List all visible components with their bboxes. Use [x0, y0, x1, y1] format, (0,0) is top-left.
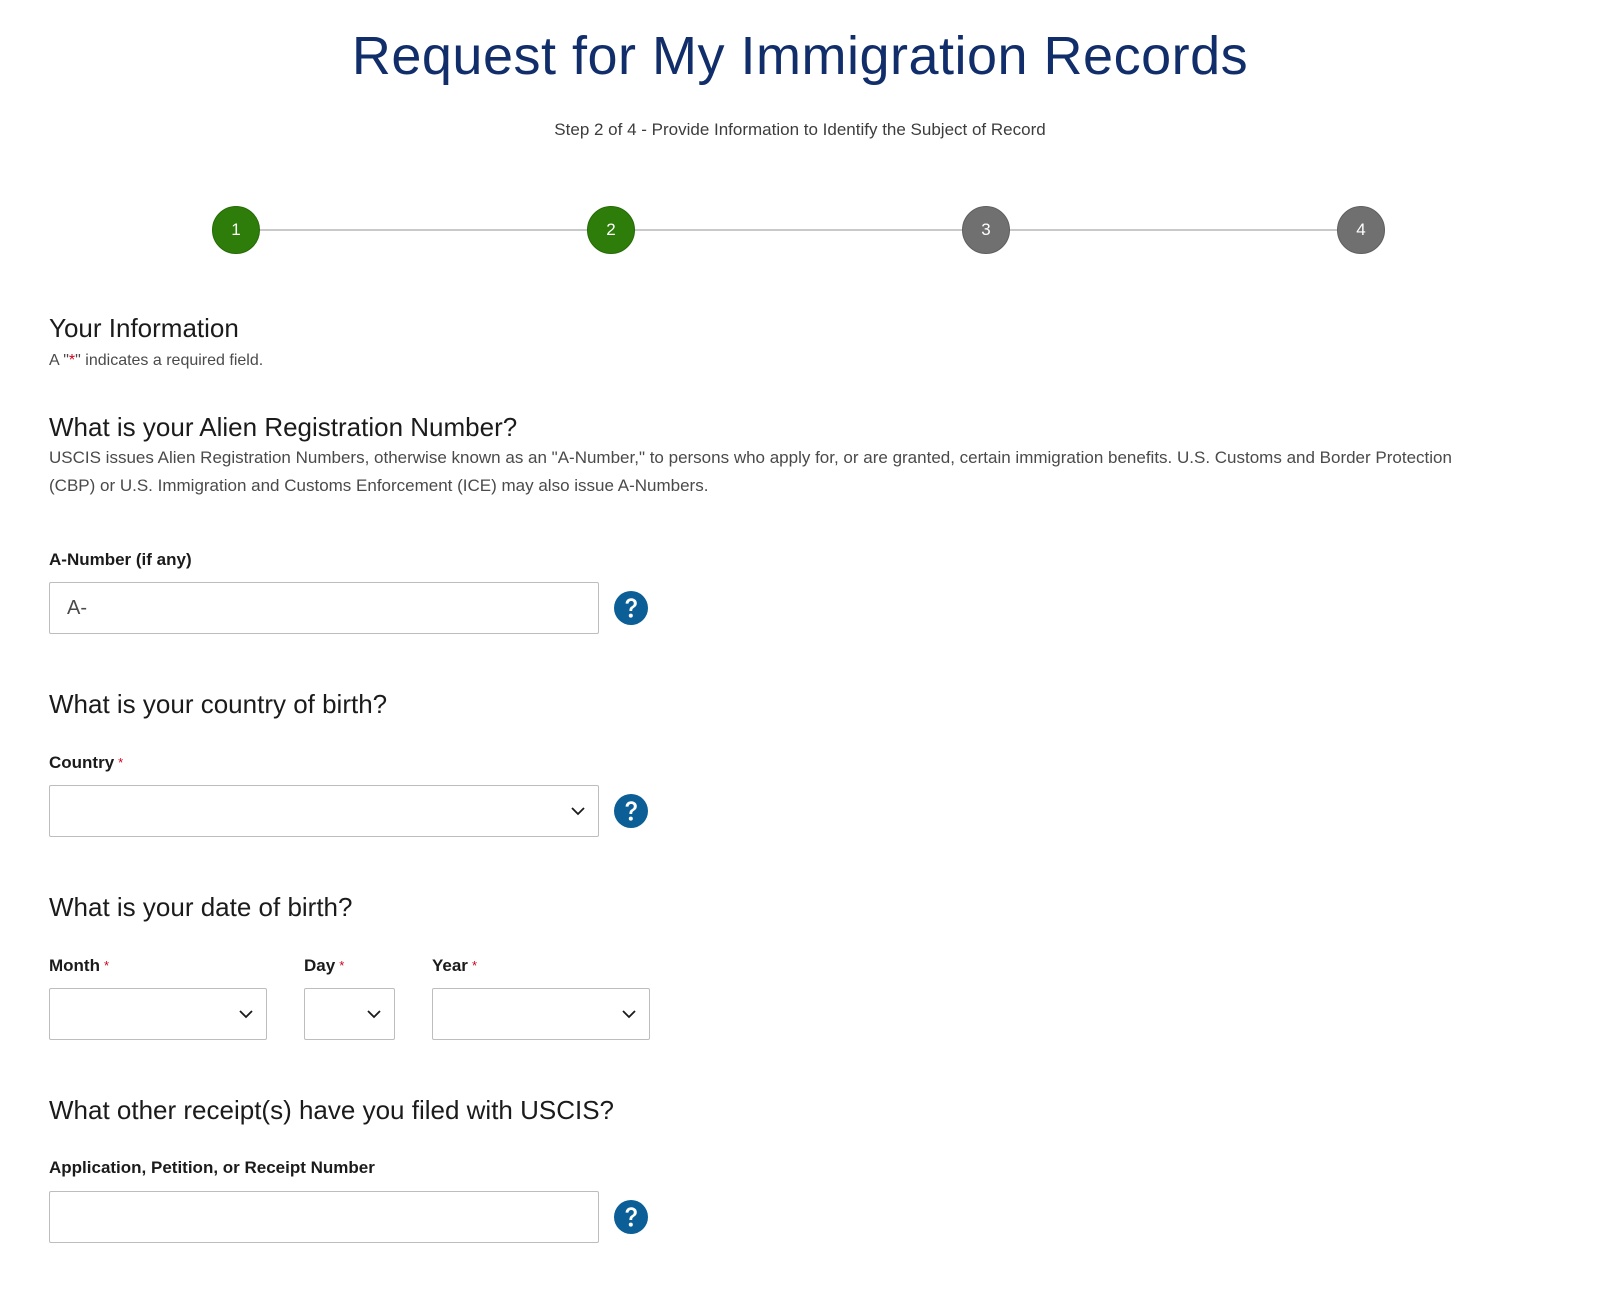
receipt-help-icon[interactable] — [613, 1199, 649, 1235]
a-number-input[interactable] — [49, 582, 599, 634]
dob-heading: What is your date of birth? — [49, 892, 353, 922]
year-select[interactable] — [432, 988, 650, 1040]
receipts-heading: What other receipt(s) have you filed with USCIS? — [49, 1095, 615, 1125]
step-1-label: 1 — [231, 220, 241, 239]
step-4-indicator — [1337, 206, 1385, 254]
receipt-number-input[interactable] — [49, 1191, 599, 1243]
a-number-description: USCIS issues Alien Registration Numbers, otherwise known as an "A-Number," to persons who apply for, or are granted, certain immigration benefits. U.S. Customs and Border Protection (CBP) or U.S. Immigration and Customs Enforcement (ICE) may also issue A-Numbers. — [49, 448, 1452, 495]
country-label-text: Country — [49, 753, 115, 772]
step-subtitle: Step 2 of 4 - Provide Information to Identify the Subject of Record — [554, 120, 1046, 139]
step-2-indicator — [587, 206, 635, 254]
day-label — [304, 955, 344, 977]
required-note-prefix: A " — [49, 352, 69, 369]
step-3-indicator — [962, 206, 1010, 254]
year-required-mark: * — [471, 958, 477, 973]
your-information-heading: Your Information — [49, 313, 239, 343]
chevron-down-icon — [238, 1007, 254, 1021]
chevron-down-icon — [570, 804, 586, 818]
a-number-label: A-Number (if any) — [49, 550, 192, 569]
required-field-note — [49, 351, 263, 371]
year-label-text: Year — [432, 956, 468, 975]
page-title: Request for My Immigration Records — [351, 26, 1249, 86]
day-required-mark: * — [339, 958, 345, 973]
country-help-icon[interactable] — [613, 793, 649, 829]
step-1-indicator — [212, 206, 260, 254]
country-required-mark: * — [118, 755, 124, 770]
month-label-text: Month — [49, 956, 100, 975]
day-select[interactable] — [304, 988, 395, 1040]
chevron-down-icon — [621, 1007, 637, 1021]
step-3-label: 3 — [981, 220, 991, 239]
step-4-label: 4 — [1356, 220, 1366, 239]
country-label — [49, 752, 123, 774]
month-select[interactable] — [49, 988, 267, 1040]
required-note-star: * — [68, 352, 76, 369]
year-label — [432, 955, 477, 977]
country-heading: What is your country of birth? — [49, 689, 388, 719]
country-select[interactable] — [49, 785, 599, 837]
month-label — [49, 955, 109, 977]
month-required-mark: * — [103, 958, 110, 973]
step-2-label: 2 — [606, 220, 616, 239]
stepper-track — [236, 229, 1360, 231]
receipt-number-label: Application, Petition, or Receipt Number — [49, 1158, 375, 1177]
day-label-text: Day — [304, 956, 336, 975]
required-note-suffix: " indicates a required field. — [75, 352, 264, 369]
chevron-down-icon — [366, 1007, 382, 1021]
a-number-heading: What is your Alien Registration Number? — [49, 412, 518, 442]
a-number-help-icon[interactable] — [613, 590, 649, 626]
progress-stepper — [0, 206, 1600, 254]
